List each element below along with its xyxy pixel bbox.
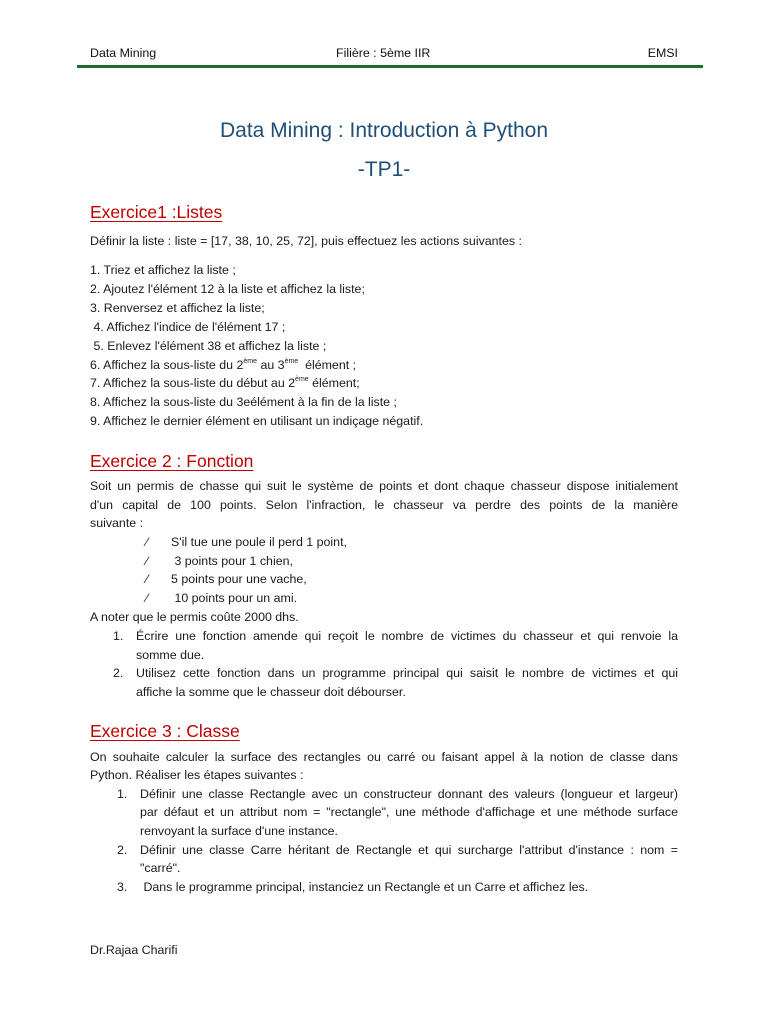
ex3-list-text: par défaut et un attribut nom = "rectangle", une méthode d'affichage et une méthode surface xyxy=(140,805,678,819)
bullet-marker: ⁄ xyxy=(146,572,149,586)
ex2-list-number: 2. xyxy=(113,666,124,680)
ex1-item: 3. Renversez et affichez la liste; xyxy=(90,301,265,315)
ex1-heading: Exercice1 :Listes xyxy=(90,202,223,222)
header-divider xyxy=(77,65,703,68)
ex2-paragraph-line: Soit un permis de chasse qui suit le système de points et dont chaque chasseur dispose initialement xyxy=(90,479,678,493)
ex2-bullet: ⁄ 10 points pour un ami. xyxy=(146,591,298,605)
ex1-item-6: 6. Affichez la sous-liste du 2ème au 3ème élément ; xyxy=(90,358,357,372)
ex2-paragraph-line: d'un capital de 100 points. Selon l'infraction, le chasseur va perdre des points de la manière xyxy=(90,498,678,512)
ex1-item: 5. Enlevez l'élément 38 et affichez la liste ; xyxy=(90,339,327,353)
ex3-list-text: Dans le programme principal, instanciez un Rectangle et un Carre et affichez les. xyxy=(140,880,589,894)
ex3-paragraph-line: On souhaite calculer la surface des rectangles ou carré ou faisant appel à la notion de classe dans xyxy=(90,750,678,764)
bullet-marker: ⁄ xyxy=(146,535,149,549)
ex3-list-text: Définir une classe Carre héritant de Rectangle et qui surcharge l'attribut d'instance : nom = xyxy=(140,843,678,857)
ex1-item-7: 7. Affichez la sous-liste du début au 2ème élément; xyxy=(90,376,360,390)
ex2-note: A noter que le permis coûte 2000 dhs. xyxy=(90,610,299,624)
ex2-list-text: Écrire une fonction amende qui reçoit le nombre de victimes du chasseur et qui renvoie la xyxy=(136,629,678,643)
ex3-list-number: 1. xyxy=(117,787,128,801)
ex3-list-text: Définir une classe Rectangle avec un constructeur donnant des valeurs (longueur et largeur) xyxy=(140,787,678,801)
ex1-item: 2. Ajoutez l'élément 12 à la liste et affichez la liste; xyxy=(90,282,365,296)
ex2-bullet: ⁄ 5 points pour une vache, xyxy=(146,572,307,586)
header-program: Filière : 5ème IIR xyxy=(336,46,431,60)
ex2-list-text: somme due. xyxy=(136,648,205,662)
ex1-item: 9. Affichez le dernier élément en utilisant un indiçage négatif. xyxy=(90,414,424,428)
header-course: Data Mining xyxy=(90,46,157,60)
ex1-intro: Définir la liste : liste = [17, 38, 10, 25, 72], puis effectuez les actions suivantes : xyxy=(90,234,522,248)
ex2-bullet: ⁄ S'il tue une poule il perd 1 point, xyxy=(146,535,347,549)
ex2-list-number: 1. xyxy=(113,629,124,643)
ex3-list-text: "carré". xyxy=(140,861,181,875)
page-header xyxy=(90,46,678,62)
bullet-marker: ⁄ xyxy=(146,554,149,568)
ex2-heading: Exercice 2 : Fonction xyxy=(90,451,254,471)
ex3-list-number: 2. xyxy=(117,843,128,857)
page-footer-author: Dr.Rajaa Charifi xyxy=(90,943,178,957)
ex2-list-text: Utilisez cette fonction dans un programme principal qui saisit le nombre de victimes et qui xyxy=(136,666,678,680)
ex1-item: 4. Affichez l'indice de l'élément 17 ; xyxy=(90,320,286,334)
ex2-paragraph-line: suivante : xyxy=(90,516,144,530)
document-subtitle: -TP1- xyxy=(357,158,411,181)
ex1-item: 1. Triez et affichez la liste ; xyxy=(90,263,236,277)
ex3-list-number: 3. xyxy=(117,880,128,894)
ex2-bullet: ⁄ 3 points pour 1 chien, xyxy=(146,554,293,568)
ex2-list-text: affiche la somme que le chasseur doit débourser. xyxy=(136,685,406,699)
ex3-heading: Exercice 3 : Classe xyxy=(90,721,240,741)
ex1-item: 8. Affichez la sous-liste du 3eélément à la fin de la liste ; xyxy=(90,395,397,409)
bullet-marker: ⁄ xyxy=(146,591,149,605)
ex3-paragraph-line: Python. Réaliser les étapes suivantes : xyxy=(90,768,304,782)
header-school: EMSI xyxy=(647,46,678,60)
ex3-list-text: renvoyant la surface d'une instance. xyxy=(140,824,338,838)
document-title: Data Mining : Introduction à Python xyxy=(219,119,549,142)
